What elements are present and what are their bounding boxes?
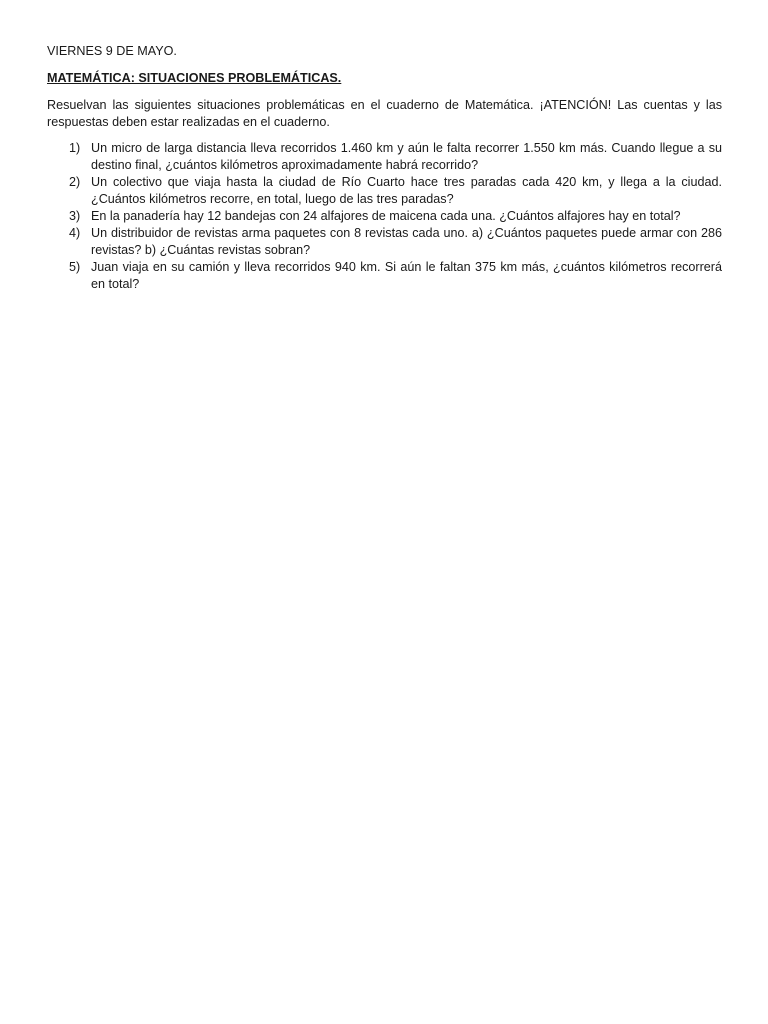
problem-number: 3) — [69, 209, 81, 223]
date-heading: VIERNES 9 DE MAYO. — [47, 44, 177, 58]
instructions-paragraph: Resuelvan las siguientes situaciones problemáticas en el cuaderno de Matemática. ¡ATENCIÓN! Las cuentas y las respuestas deben estar realizadas en el cuaderno. — [47, 98, 722, 129]
problem-item — [47, 259, 722, 293]
problem-list — [47, 140, 722, 293]
document-page — [47, 43, 722, 293]
problem-text: Juan viaja en su camión y lleva recorridos 940 km. Si aún le faltan 375 km más, ¿cuántos kilómetros recorrerá en total? — [91, 260, 722, 291]
problem-item — [47, 140, 722, 174]
problem-text: Un micro de larga distancia lleva recorridos 1.460 km y aún le falta recorrer 1.550 km más. Cuando llegue a su destino final, ¿cuántos kilómetros aproximadamente habrá recorrido? — [91, 141, 722, 172]
problem-number: 1) — [69, 141, 81, 155]
problem-item — [47, 174, 722, 208]
problem-text: Un distribuidor de revistas arma paquetes con 8 revistas cada uno. a) ¿Cuántos paquetes puede armar con 286 revistas? b) ¿Cuántas revistas sobran? — [91, 226, 722, 257]
problem-number: 2) — [69, 175, 81, 189]
subject-title: MATEMÁTICA: SITUACIONES PROBLEMÁTICAS. — [47, 71, 342, 85]
problem-number: 4) — [69, 226, 81, 240]
problem-number: 5) — [69, 260, 81, 274]
problem-text: Un colectivo que viaja hasta la ciudad de Río Cuarto hace tres paradas cada 420 km, y llega a la ciudad. ¿Cuántos kilómetros recorre, en total, luego de las tres paradas? — [91, 175, 722, 206]
problem-item — [47, 225, 722, 259]
problem-item — [47, 208, 722, 225]
problem-text: En la panadería hay 12 bandejas con 24 alfajores de maicena cada una. ¿Cuántos alfajores hay en total? — [91, 209, 681, 223]
